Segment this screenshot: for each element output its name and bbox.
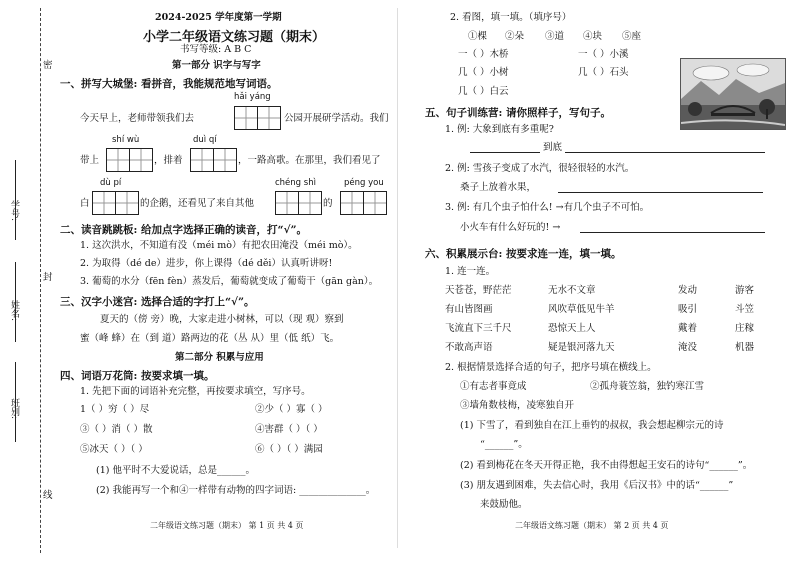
landscape-picture — [680, 58, 786, 130]
answer-grid-city[interactable] — [275, 191, 322, 215]
q4-word-5: ⑤冰天（ ）（ ） — [80, 444, 148, 455]
writing-grade: 书写等级: A B C — [180, 44, 252, 55]
option-4: ④块 — [583, 31, 603, 42]
answer-grid-team[interactable] — [190, 148, 237, 172]
option-a: ①有志者事竟成 — [460, 381, 527, 392]
q1-line1-a: 今天早上，老师带领我们去 — [80, 113, 195, 124]
q2-heading: 二、读音跳跳板: 给加点字选择正确的读音，打“√”。 — [60, 224, 308, 236]
binding-line — [40, 8, 41, 553]
q6-sub1: 1. 连一连。 — [445, 266, 496, 277]
pinyin-6: péng you — [344, 178, 384, 188]
scenario-3b: 来鼓励他。 — [480, 499, 528, 510]
left-col-4: 不敢高声语 — [445, 342, 493, 353]
pinyin-1: hǎi yáng — [234, 92, 271, 102]
q2-item-3: 3. 葡萄的水分（fēn fèn）蒸发后，葡萄就变成了葡萄干（gān gàn）。 — [80, 276, 379, 287]
q1-line3-a: 白 — [80, 198, 90, 209]
left-col-2: 有山皆图画 — [445, 304, 493, 315]
fill-row-3a: 几（ ）白云 — [458, 86, 509, 97]
q5-ex1-fill: 到底 — [543, 142, 563, 153]
right-b-3: 庄稼 — [735, 323, 755, 334]
q5-ex1: 1. 例: 大象到底有多重呢? — [445, 124, 554, 135]
q2b-heading: 2. 看图，填一填。（填序号） — [450, 12, 572, 23]
part2-heading: 第二部分 积累与应用 — [175, 352, 264, 363]
pinyin-4: dù pí — [100, 178, 122, 188]
q1-line2-a: 带上 — [80, 155, 100, 166]
q1-line1-b: 公园开展研学活动。我们 — [284, 113, 389, 124]
fill-row-2a: 几（ ）小树 — [458, 67, 509, 78]
fill-row-2b: 几（ ）石头 — [578, 67, 629, 78]
q4-heading: 四、词语万花筒: 按要求填一填。 — [60, 370, 215, 382]
scenario-1b: “______”。 — [480, 439, 528, 450]
scenario-2: (2) 看到梅花在冬天开得正艳，我不由得想起王安石的诗句“______”。 — [460, 460, 753, 471]
option-3: ③道 — [545, 31, 565, 42]
part1-heading: 第一部分 识字与写字 — [172, 60, 261, 71]
q5-ex3: 3. 例: 有几个虫子怕什么! →有几个虫子不可怕。 — [445, 202, 650, 213]
student-id-label: 学号: — [9, 200, 19, 222]
class-label: 班别: — [9, 398, 19, 420]
q6-heading: 六、积累展示台: 按要求连一连，填一填。 — [425, 248, 622, 260]
answer-grid-food[interactable] — [106, 148, 153, 172]
option-2: ②朵 — [505, 31, 525, 42]
option-1: ①棵 — [468, 31, 488, 42]
q3-line2: 蜜（峰 蜂）在（到 道）路两边的花（丛 从）里（低 纸）飞。 — [80, 333, 340, 344]
q5-ex3-fill: 小火车有什么好玩的! → — [460, 222, 561, 233]
page-title: 小学二年级语文练习题（期末） — [143, 30, 326, 45]
q4-sub2: (2) 我能再写一个和④一样带有动物的四字词语: ______________。 — [96, 485, 376, 496]
right-b-2: 斗笠 — [735, 304, 755, 315]
answer-grid-ocean[interactable] — [234, 106, 281, 130]
mid-col-3: 恐惊天上人 — [548, 323, 596, 334]
q1-line3-c: 的 — [323, 198, 333, 209]
q2-item-1: 1. 这次洪水，不知道有没（méi mò）有把农田淹没（méi mò）。 — [80, 240, 358, 251]
scenario-1a: (1) 下雪了，看到独自在江上垂钓的叔叔，我会想起柳宗元的诗 — [460, 420, 724, 431]
pinyin-5: chéng shì — [275, 178, 316, 188]
q1-heading: 一、拼写大城堡: 看拼音，我能规范地写词语。 — [60, 78, 278, 90]
right-b-4: 机器 — [735, 342, 755, 353]
q5-ex2: 2. 例: 雪孩子变成了水汽，很轻很轻的水汽。 — [445, 163, 635, 174]
q3-heading: 三、汉字小迷宫: 选择合适的字打上“√”。 — [60, 296, 255, 308]
q4-instruction: 1. 先把下面的词语补充完整，再按要求填空，写序号。 — [80, 386, 311, 397]
right-b-1: 游客 — [735, 285, 755, 296]
pinyin-3: duì qí — [193, 135, 217, 145]
q4-word-6: ⑥（ ）（ ）满园 — [255, 444, 323, 455]
mid-col-1: 无水不文章 — [548, 285, 596, 296]
scenario-3a: (3) 朋友遇到困难，失去信心时，我用《后汉书》中的话“______” — [460, 480, 734, 491]
binding-seal: 封 — [43, 272, 53, 283]
right-a-3: 戴着 — [678, 323, 698, 334]
mid-col-4: 疑是银河落九天 — [548, 342, 615, 353]
left-col-1: 天苍苍，野茫茫 — [445, 285, 512, 296]
q3-line1: 夏天的（傍 旁）晚，大家走进小树林，可以（现 观）察到 — [100, 314, 344, 325]
q2-item-2: 2. 为取得（dé de）进步，你上课得（dé děi）认真听讲呀! — [80, 258, 333, 269]
answer-grid-friend[interactable] — [340, 191, 387, 215]
year-title: 2024-2025 学年度第一学期 — [155, 12, 282, 23]
q1-line3-b: 的企鹅，还看见了来自其他 — [140, 198, 255, 209]
mid-col-2: 风吹草低见牛羊 — [548, 304, 615, 315]
q1-line2-c: ，一路高歌。在那里，我们看见了 — [238, 155, 381, 166]
q4-word-4: ④害群（ ）（ ） — [255, 424, 323, 435]
fill-row-1a: 一（ ）木桥 — [458, 49, 509, 60]
q6-sub2: 2. 根据情景选择合适的句子，把序号填在横线上。 — [445, 362, 657, 373]
option-5: ⑤座 — [622, 31, 642, 42]
binding-line-label: 线 — [43, 490, 53, 501]
page1-footer: 二年级语文练习题（期末） 第 1 页 共 4 页 — [150, 521, 304, 530]
q4-word-2: ②少（ ）寡（ ） — [255, 404, 328, 415]
binding-dense: 密 — [43, 60, 53, 71]
page2-footer: 二年级语文练习题（期末） 第 2 页 共 4 页 — [515, 521, 669, 530]
right-a-4: 淹没 — [678, 342, 698, 353]
name-label: 姓名: — [9, 300, 19, 322]
option-c: ③墙角数枝梅，凌寒独自开 — [460, 400, 575, 411]
q4-word-1: 1（ ）穷（ ）尽 — [80, 404, 150, 415]
right-a-1: 发动 — [678, 285, 698, 296]
q5-ex2-fill: 桑子上放着水果， — [460, 182, 537, 193]
q4-word-3: ③（ ）消（ ）散 — [80, 424, 153, 435]
right-a-2: 吸引 — [678, 304, 698, 315]
answer-grid-belly[interactable] — [92, 191, 139, 215]
pinyin-2: shí wù — [112, 135, 140, 145]
fill-row-1b: 一（ ）小溪 — [578, 49, 629, 60]
q5-heading: 五、句子训练营: 请你照样子，写句子。 — [425, 107, 612, 119]
left-col-3: 飞流直下三千尺 — [445, 323, 512, 334]
q4-sub1: (1) 他平时不大爱说话，总是______。 — [96, 465, 255, 476]
option-b: ②孤舟蓑笠翁，独钓寒江雪 — [590, 381, 705, 392]
q1-line2-b: ，排着 — [154, 155, 183, 166]
